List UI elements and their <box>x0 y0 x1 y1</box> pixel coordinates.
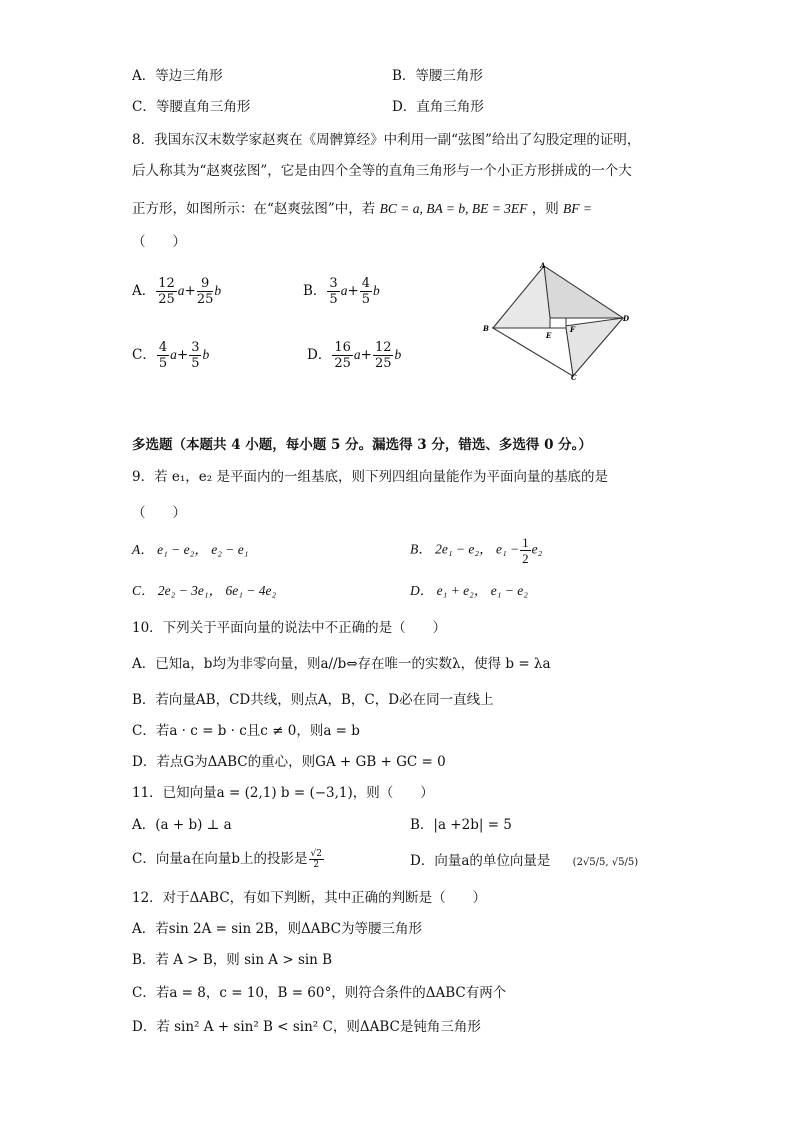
triangle-bottom <box>493 328 573 376</box>
frac-den: 25 <box>374 356 392 371</box>
section-title: 多选题（本题共 4 小题，每小题 5 分。漏选得 3 分，错选、多选得 0 分。） <box>132 437 592 453</box>
frac-num: 9 <box>197 276 214 292</box>
frac-num: 12 <box>158 276 175 291</box>
q11-option-b: B．|a +2b| = 5 <box>410 817 512 833</box>
q8-line3-math: BC = a, BA = b, BE = 3EF <box>379 201 528 216</box>
frac-den: 5 <box>158 356 168 371</box>
q8-option-d-label: D． <box>307 347 332 363</box>
frac-den: 2 <box>313 860 320 870</box>
frac-num: 3 <box>191 340 200 355</box>
q8-option-b-label: B． <box>303 283 327 299</box>
q8-option-a: A． $\frac{12}{25}$ a+ $\frac{9}{25}$ b <box>132 276 222 307</box>
q9-stem: 9．若 e₁，e₂ 是平面内的一组基底，则下列四组向量能作为平面向量的基底的是 <box>132 469 608 485</box>
q7-option-a: A．等边三角形 <box>132 68 223 84</box>
frac-den: 5 <box>329 292 338 307</box>
q12-option-d: D．若 sin² A + sin² B < sin² C，则ΔABC是钝角三角形 <box>132 1019 481 1035</box>
frac-num: 12 <box>374 340 392 355</box>
q8-line3-end: BF = <box>563 201 593 216</box>
triangle-top-left <box>493 266 550 328</box>
frac-den: 2 <box>522 551 529 566</box>
q11-option-d <box>410 851 638 873</box>
q9-answer-paren: （ ） <box>132 505 186 521</box>
q10-option-d: D．若点G为ΔABC的重心，则GA + GB + GC = 0 <box>132 754 446 770</box>
q8-option-c-label: C． <box>132 347 156 363</box>
label-d: D <box>623 314 630 323</box>
frac-num: √2 <box>310 849 322 859</box>
q8-line3-tail: ，则 <box>531 201 559 217</box>
q11-option-c-pre: C．向量a在向量b上的投影是 <box>132 851 308 867</box>
q8-option-c: C． $\frac{4}{5}$ a+ $\frac{3}{5}$ b <box>132 340 210 371</box>
q7-option-d: D．直角三角形 <box>392 99 484 115</box>
q10-option-b: B．若向量AB，CD共线，则点A，B，C，D必在同一直线上 <box>132 692 494 708</box>
label-b: B <box>483 324 489 333</box>
q8-option-b: B． $\frac{3}{5}$ a+ $\frac{4}{5}$ b <box>303 276 380 307</box>
label-c: C <box>571 373 577 382</box>
q8-stem-line-2: 后人称其为“赵爽弦图”，它是由四个全等的直角三角形与一个小正方形拼成的一个大 <box>132 163 632 179</box>
zhao-shuang-diagram <box>478 258 632 386</box>
q8-stem-line-3 <box>132 199 592 219</box>
q9-option-b <box>410 535 542 566</box>
q12-option-b: B．若 A > B，则 sin A > sin B <box>132 952 333 968</box>
q9-option-b-pre: B． 2e₁ − e₂， e₁ − <box>410 541 520 557</box>
label-a: A <box>540 261 546 270</box>
q10-option-a: A．已知a，b均为非零向量，则a//b⇔存在唯一的实数λ，使得 b = λa <box>132 656 551 672</box>
q7-option-c: C．等腰直角三角形 <box>132 99 251 115</box>
frac-num: 1 <box>522 535 529 550</box>
triangle-top-right <box>544 266 623 318</box>
q11-option-d-value: (2√5/5, √5/5) <box>572 857 639 868</box>
q10-option-c: C．若a · c = b · c且c ≠ 0，则a = b <box>132 723 360 739</box>
q8-option-a-label: A． <box>132 283 156 299</box>
q9-option-c: C． 2e₂ − 3e₁， 6e₁ − 4e₂ <box>132 583 277 598</box>
q12-stem: 12．对于ΔABC，有如下判断，其中正确的判断是（ ） <box>132 890 487 906</box>
q12-option-a: A．若sin 2A = sin 2B，则ΔABC为等腰三角形 <box>132 921 422 937</box>
frac-den: 5 <box>361 292 371 307</box>
frac-den: 25 <box>196 292 214 307</box>
q9-option-b-post: e₂ <box>531 541 543 557</box>
q11-option-c <box>132 849 325 870</box>
q10-stem: 10．下列关于平面向量的说法中不正确的是（ ） <box>132 620 447 636</box>
q9-option-d: D． e₁ + e₂， e₁ − e₂ <box>410 583 528 598</box>
frac-den: 25 <box>158 292 175 307</box>
q8-line3-text: 正方形，如图所示：在“赵爽弦图”中，若 <box>132 201 376 217</box>
q7-option-b: B．等腰三角形 <box>392 68 483 84</box>
frac-num: 4 <box>361 276 371 291</box>
q9-option-a: A． e₁ − e₂， e₂ − e₁ <box>132 542 249 557</box>
q8-stem-line-1: 8．我国东汉末数学家赵爽在《周髀算经》中利用一副“弦图”给出了勾股定理的证明， <box>132 132 641 148</box>
q11-stem: 11．已知向量a = (2,1) b = (−3,1)，则（ ） <box>132 785 434 801</box>
q8-option-d: D． $\frac{16}{25}$ a+ $\frac{12}{25}$ b <box>307 340 402 371</box>
label-f: F <box>570 325 575 334</box>
q11-option-a: A．(a + b) ⊥ a <box>132 817 232 833</box>
q8-answer-paren: （ ） <box>132 234 186 250</box>
frac-den: 5 <box>191 356 200 371</box>
q11-option-d-pre: D．向量a的单位向量是 <box>410 853 551 869</box>
frac-den: 25 <box>334 356 351 371</box>
inner-square <box>550 318 566 328</box>
frac-num: 16 <box>334 340 351 355</box>
q12-option-c: C．若a = 8，c = 10，B = 60°，则符合条件的ΔABC有两个 <box>132 985 507 1001</box>
frac-num: 3 <box>329 276 338 291</box>
frac-num: 4 <box>158 340 168 355</box>
label-e: E <box>546 331 552 340</box>
